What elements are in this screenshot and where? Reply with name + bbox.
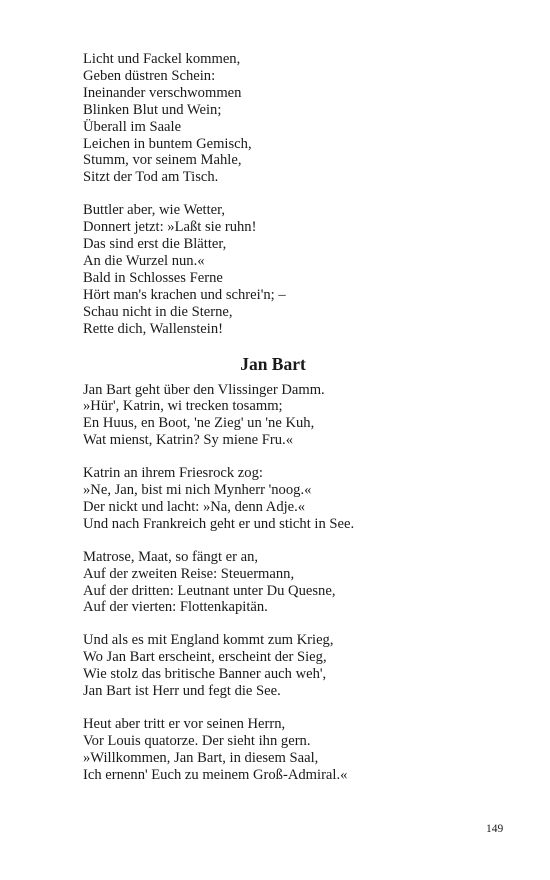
verse-line: Hört man's krachen und schrei'n; – (83, 286, 286, 303)
verse-line: Blinken Blut und Wein; (83, 101, 222, 118)
verse-line: Buttler aber, wie Wetter, (83, 202, 226, 219)
verse-line: Jan Bart geht über den Vlissinger Damm. (83, 381, 325, 398)
stanza (83, 465, 503, 533)
stanza (83, 382, 503, 450)
verse-line: »Hür', Katrin, wi trecken tosamm; (83, 398, 283, 415)
verse-line: Vor Louis quatorze. Der sieht ihn gern. (83, 732, 311, 749)
verse-line: Und nach Frankreich geht er und sticht in See. (83, 515, 355, 532)
verse-line: »Willkommen, Jan Bart, in diesem Saal, (83, 749, 319, 766)
verse-line: Schau nicht in die Sterne, (83, 303, 233, 320)
verse-line: Donnert jetzt: »Laßt sie ruhn! (83, 219, 257, 236)
poem-title: Jan Bart (240, 353, 306, 374)
verse-line: Licht und Fackel kommen, (83, 51, 241, 67)
verse-line: Matrose, Maat, so fängt er an, (83, 548, 259, 565)
verse-line: Geben düstren Schein: (83, 67, 216, 84)
poem-body (83, 382, 503, 784)
verse-line: Heut aber tritt er vor seinen Herrn, (83, 716, 286, 732)
verse-line: Überall im Saale (83, 118, 182, 135)
verse-line: Auf der zweiten Reise: Steuermann, (83, 565, 295, 582)
verse-line: Stumm, vor seinem Mahle, (83, 152, 242, 169)
verse-line: Der nickt und lacht: »Na, denn Adje.« (83, 498, 306, 515)
verse-line: Wo Jan Bart erscheint, erscheint der Sieg, (83, 649, 327, 666)
preceding-poem (83, 51, 503, 338)
verse-line: »Ne, Jan, bist mi nich Mynherr 'noog.« (83, 482, 312, 499)
stanza (83, 202, 503, 337)
verse-line: Ich ernenn' Euch zu meinem Groß-Admiral.« (83, 766, 348, 783)
verse-line: An die Wurzel nun.« (83, 252, 205, 269)
verse-line: Ineinander verschwommen (83, 84, 242, 101)
verse-line: Rette dich, Wallenstein! (83, 320, 223, 337)
verse-line: Das sind erst die Blätter, (83, 236, 227, 253)
text-column (83, 51, 503, 800)
verse-line: Und als es mit England kommt zum Krieg, (83, 632, 334, 649)
verse-line: Auf der dritten: Leutnant unter Du Quesne, (83, 582, 336, 599)
stanza (83, 549, 503, 617)
stanza (83, 51, 503, 186)
verse-line: Wie stolz das britische Banner auch weh', (83, 666, 327, 683)
verse-line: Katrin an ihrem Friesrock zog: (83, 465, 263, 482)
verse-line: Leichen in buntem Gemisch, (83, 135, 252, 152)
verse-line: En Huus, en Boot, 'ne Zieg' un 'ne Kuh, (83, 415, 315, 432)
verse-line: Auf der vierten: Flottenkapitän. (83, 599, 268, 616)
stanza (83, 632, 503, 700)
stanza (83, 716, 503, 784)
verse-line: Wat mienst, Katrin? Sy miene Fru.« (83, 432, 293, 449)
page-number: 149 (486, 823, 504, 835)
verse-line: Jan Bart ist Herr und fegt die See. (83, 683, 281, 700)
verse-line: Sitzt der Tod am Tisch. (83, 169, 219, 186)
verse-line: Bald in Schlosses Ferne (83, 269, 223, 286)
